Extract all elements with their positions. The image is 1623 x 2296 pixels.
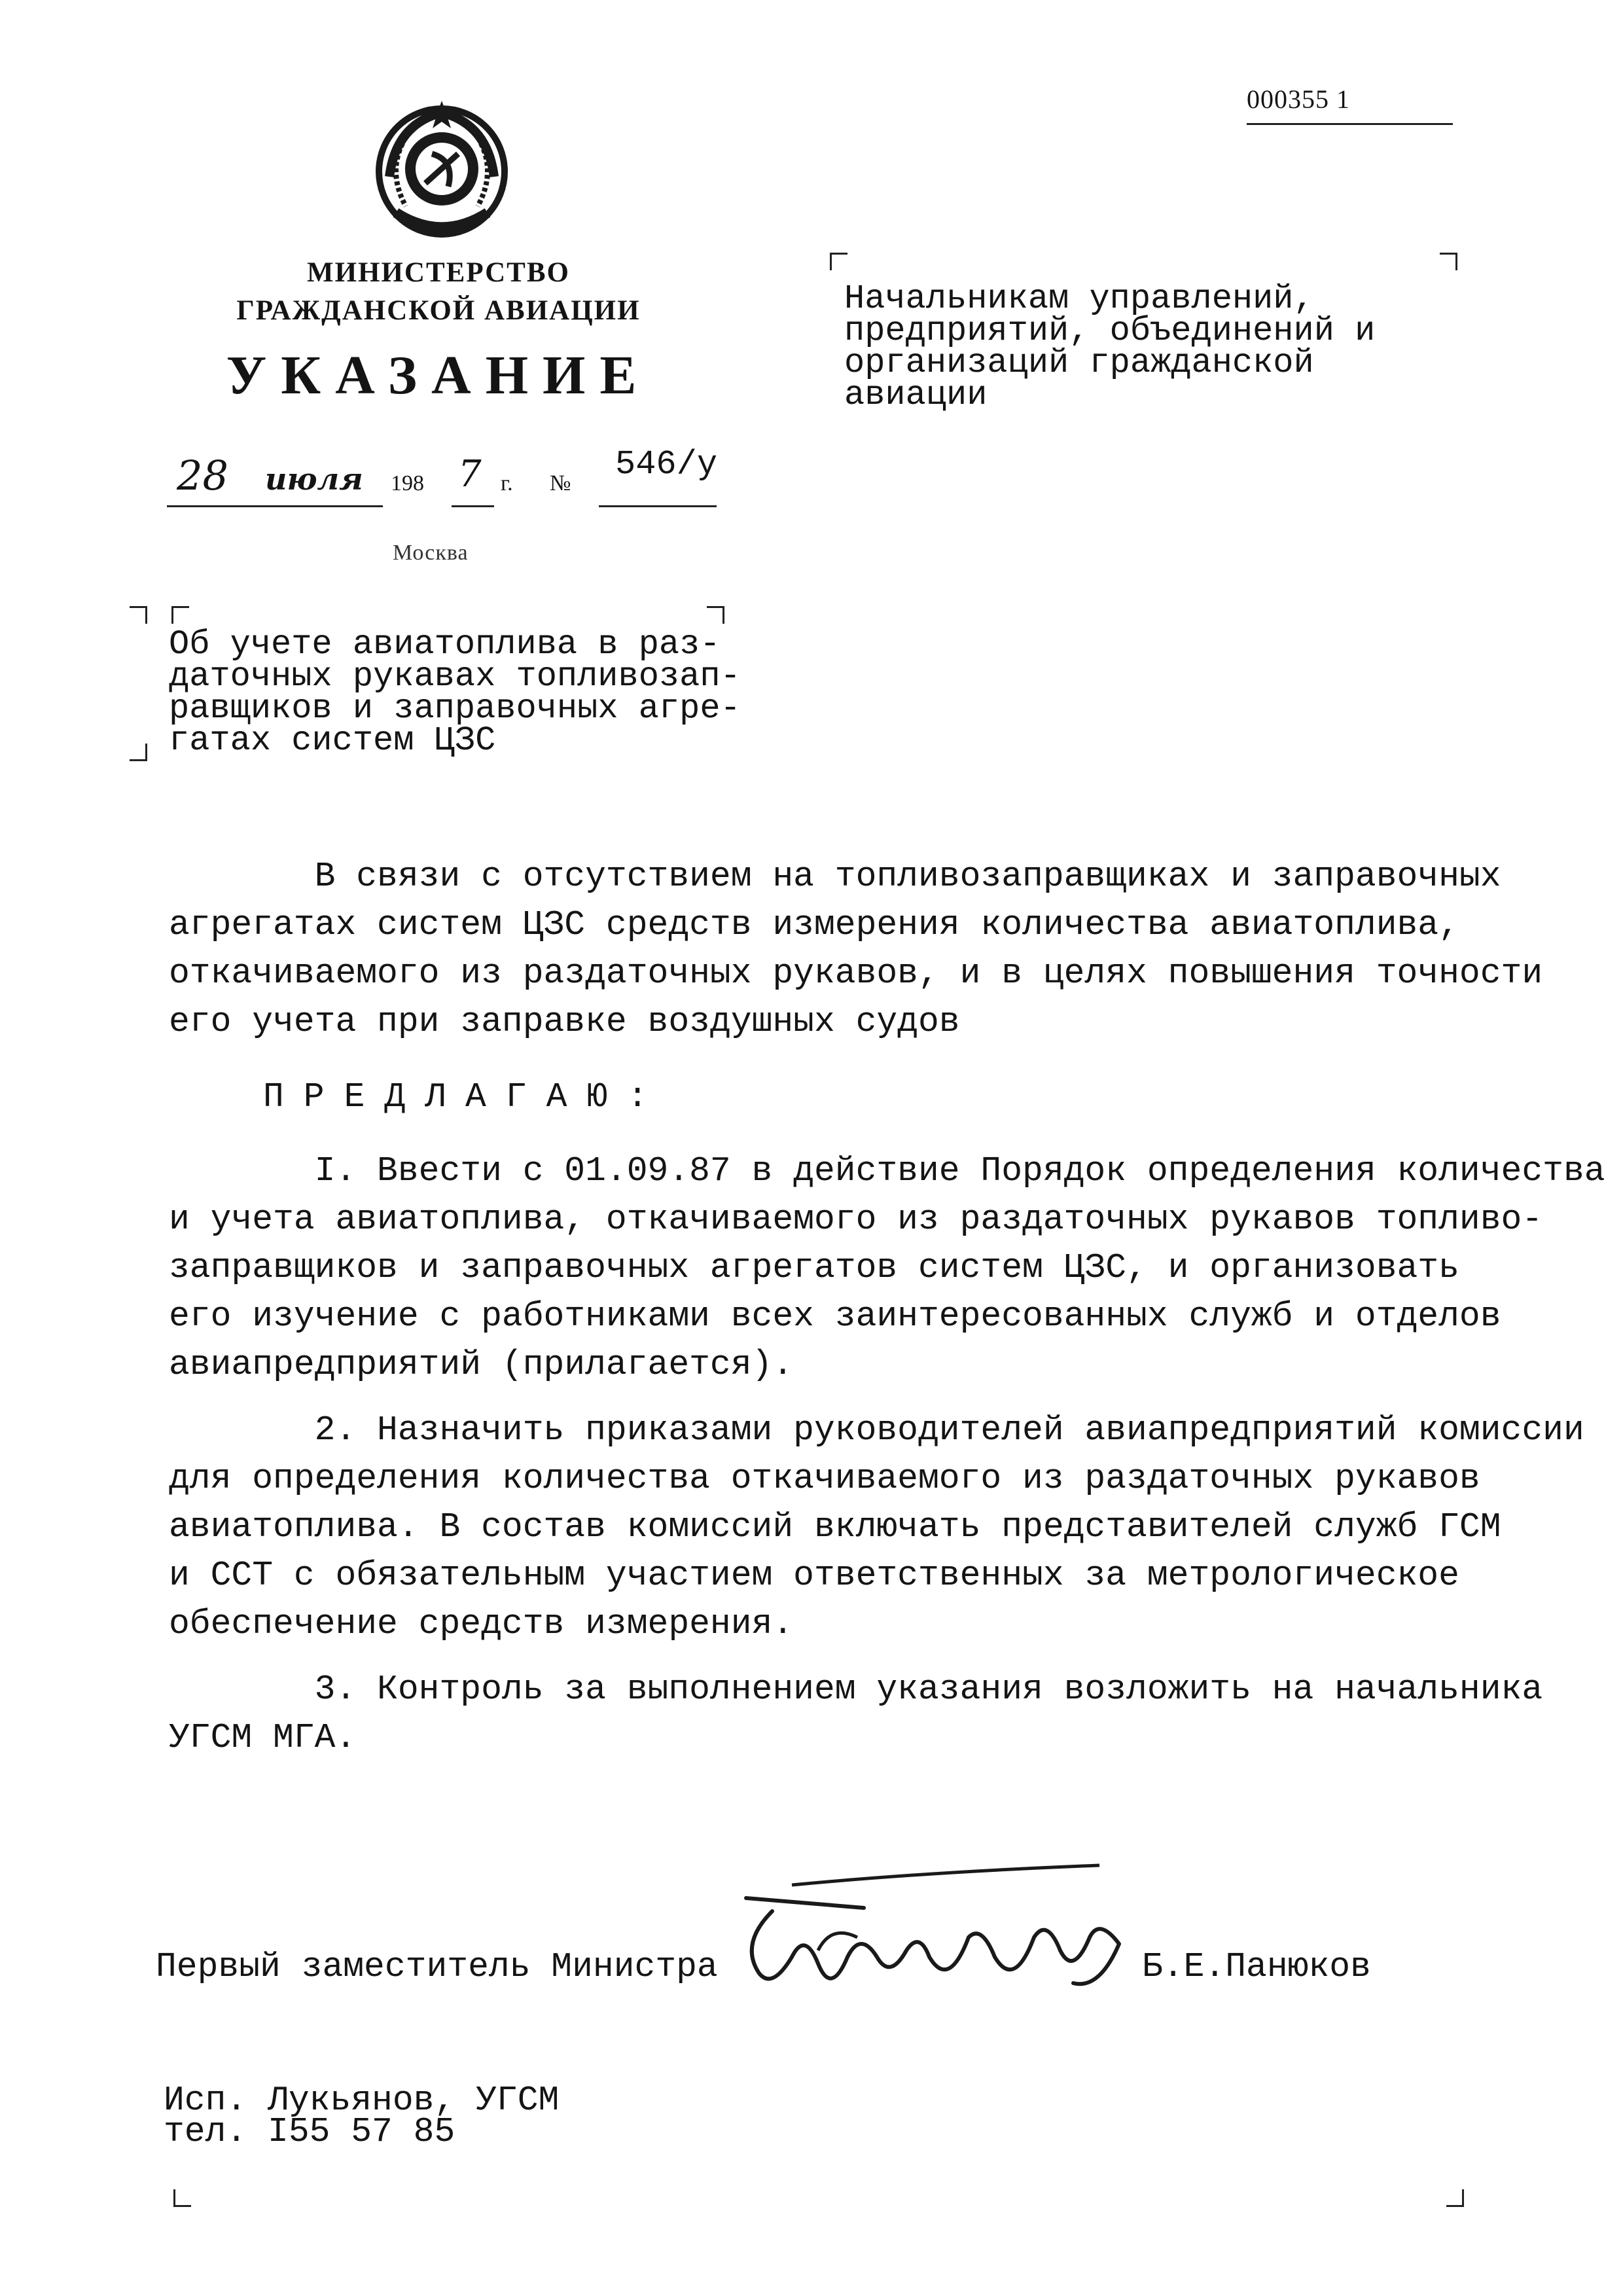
registration-number-underline — [1247, 123, 1453, 125]
date-year-prefix: 198 — [391, 471, 424, 495]
subject-corner-right — [707, 606, 724, 624]
year-underline — [452, 505, 494, 507]
directive-item-2: 2. Назначить приказами руководителей авиапредприятий комиссии для определения количества откачиваемого из раздаточных рукавов авиатоплива. В состав комиссий включать представителей служб ГСМ и ССТ с обязательным участием ответственных за метрологическое обеспечение средств измерения. — [169, 1410, 1584, 1643]
date-year-suffix: г. — [501, 471, 513, 495]
executor-phone: тел. I55 57 85 — [164, 2112, 455, 2151]
handwritten-signature-icon — [733, 1859, 1126, 2022]
addressee-corner-right — [1440, 253, 1457, 270]
addressee-block: Начальникам управлений, предприятий, объединений и организаций гражданской авиации — [844, 279, 1376, 414]
intro-paragraph: В связи с отсутствием на топливозаправщиках и заправочных агрегатах систем ЦЗС средств измерения количества авиатоплива, откачиваемого из раздаточных рукавов, и в целях повышения точности его учета при заправке воздушных судов — [169, 857, 1543, 1041]
subject-corner-left — [171, 606, 189, 624]
date-underline — [167, 505, 383, 507]
ministry-name-line2: ГРАЖДАНСКОЙ АВИАЦИИ — [236, 295, 641, 326]
page-corner-bottom-right — [1446, 2189, 1464, 2207]
directive-item-3: 3. Контроль за выполнением указания возложить на начальника УГСМ МГА. — [169, 1670, 1543, 1757]
date-day-handwritten: 28 — [177, 452, 228, 499]
directive-heading: ПРЕДЛАГАЮ: — [263, 1077, 668, 1117]
document-registration-number: 000355 1 — [1247, 84, 1350, 114]
ministry-name — [196, 254, 681, 330]
ussr-state-emblem-icon — [370, 98, 514, 242]
ministry-name-line1: МИНИСТЕРСТВО — [307, 257, 570, 288]
addressee-corner-left — [830, 253, 847, 270]
document-type-title: УКАЗАНИЕ — [226, 345, 651, 406]
date-year-digit: 7 — [458, 453, 482, 495]
subject-corner-outer — [130, 606, 147, 624]
number-underline — [599, 505, 717, 507]
subject-corner-bottom — [130, 744, 147, 761]
subject-block: Об учете авиатоплива в раз- даточных рукавах топливозап- равщиков и заправочных агре- гатах систем ЦЗС — [169, 625, 741, 760]
signer-title: Первый заместитель Министра — [156, 1947, 718, 1986]
signer-name: Б.Е.Панюков — [1142, 1947, 1371, 1986]
order-number: 546/у — [615, 445, 718, 484]
issue-city: Москва — [393, 541, 469, 565]
number-sign: № — [550, 471, 571, 495]
directive-item-1: I. Ввести с 01.09.87 в действие Порядок определения количества и учета авиатоплива, откачиваемого из раздаточных рукавов топливо- заправщиков и заправочных агрегатов систем ЦЗС, и организовать его изучение с работниками всех заинтересованных служб и отделов авиапредприятий (прилагается). — [169, 1151, 1605, 1384]
page-corner-bottom-left — [173, 2189, 191, 2207]
date-month: июля — [265, 461, 363, 497]
executor-line: Исп. Лукьянов, УГСМ — [164, 2081, 560, 2120]
